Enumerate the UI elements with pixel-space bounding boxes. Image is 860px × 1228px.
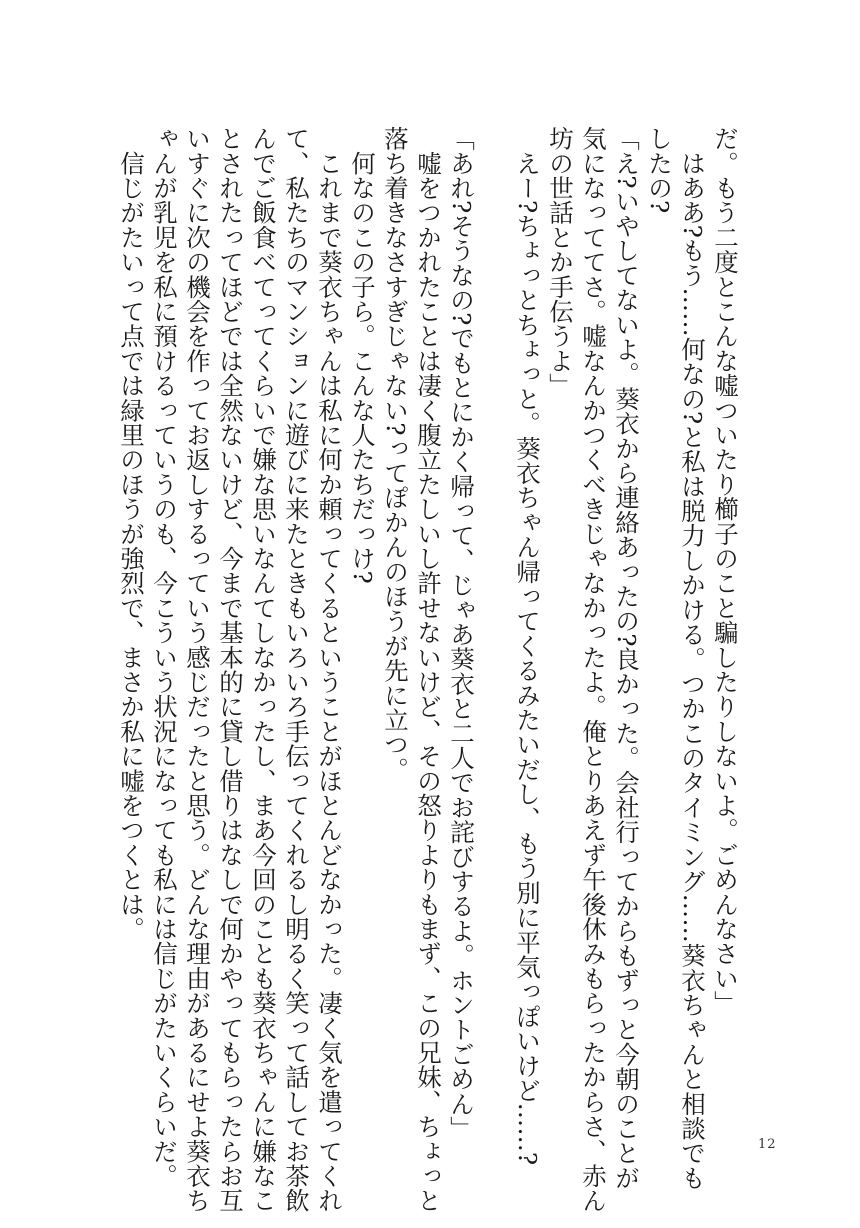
text-line: 「あれ?そうなの?でもとにかく帰って、じゃあ葵衣と二人でお詫びするよ。ホントごめん」 [447, 126, 476, 1141]
text-line: とされたってほどでは全然ないけど、今まで基本的に貸し借りはなしで何かやってもらったらお互 [216, 126, 245, 1213]
text-line: 気になっててさ。嘘なんかつくべきじゃなかったよ。俺とりあえず午後休みもらったからさ、赤ん [579, 126, 608, 1213]
text-line: えー?ちょっとちょっと。葵衣ちゃん帰ってくるみたいだし、もう別に平気っぽいけど……? [513, 126, 542, 1166]
text-line: だ。もう二度とこんな嘘ついたり櫛子のこと騙したりしないよ。ごめんなさい」 [711, 126, 740, 1016]
text-line: 坊の世話とか手伝うよ」 [546, 126, 575, 398]
text-line: はああ?もう……何なの?と私は脱力しかける。つかこのタイミング……葵衣ちゃんと相談でも [678, 126, 707, 1191]
text-line: 信じがたいって点では緑里のほうが強烈で、まさか私に嘘をつくとは。 [117, 126, 146, 942]
text-line: 「え?いやしてないよ。葵衣から連絡あったの?良かった。会社行ってからもずっと今朝のことが [612, 126, 641, 1191]
text-line: いすぐに次の機会を作ってお返しするっていう感じだったと思う。どんな理由があるにせよ葵衣ち [183, 126, 212, 1213]
text-line: んでご飯食べてってくらいで嫌な思いなんてしなかったし、まあ今回のことも葵衣ちゃんに嫌なこ [249, 126, 278, 1213]
text-line: 落ち着きなさすぎじゃない?ってぽかんのほうが先に立つ。 [381, 126, 410, 782]
text-line: ゃんが乳児を私に預けるっていうのも、今こういう状況になっても私には信じがたいくらいだ。 [150, 126, 179, 1189]
text-line: て、私たちのマンションに遊びに来たときもいろいろ手伝ってくれるし明るく笑って話してお茶飲 [282, 126, 311, 1213]
text-line: したの? [645, 126, 674, 214]
page-number: 12 [758, 1137, 777, 1152]
text-line: 嘘をつかれたことは凄く腹立たしいし許せないけど、その怒りよりもまず、この兄妹、ちょっと [414, 126, 443, 1213]
vertical-text-body [115, 126, 742, 1213]
text-line: 何なのこの子ら。こんな人たちだっけ? [348, 126, 377, 584]
text-line: これまで葵衣ちゃんは私に何か頼ってくるということがほとんどなかった。凄く気を遣ってくれ [315, 126, 344, 1213]
